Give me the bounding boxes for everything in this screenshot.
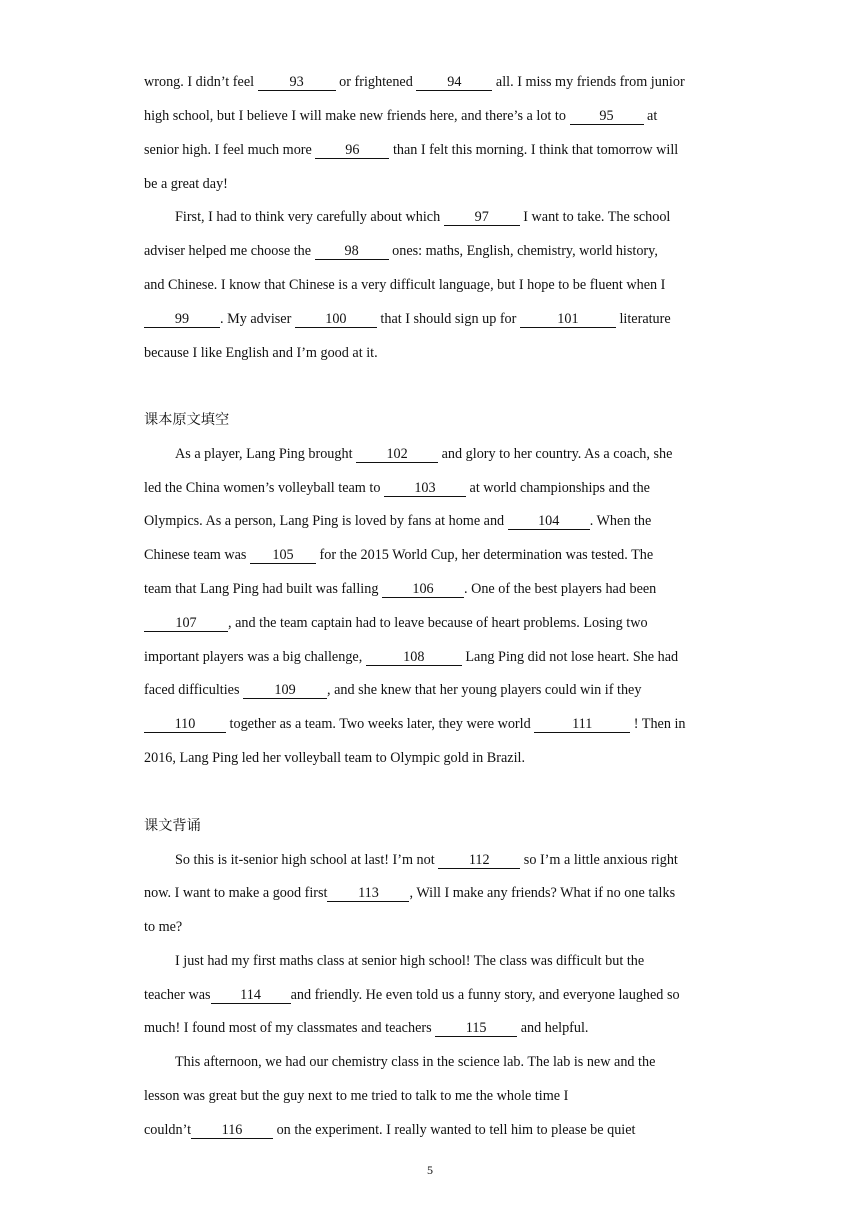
answer-blank[interactable]: 100 — [295, 312, 377, 328]
text-run: First, I had to think very carefully about which — [175, 209, 444, 225]
text-line — [144, 174, 724, 194]
text-run: I want to take. The school — [519, 209, 671, 225]
text-run: couldn’t — [144, 1122, 192, 1138]
text-run: team that Lang Ping had built was falling — [144, 581, 382, 597]
text-run: at — [643, 108, 658, 124]
text-line — [144, 647, 724, 667]
answer-blank[interactable]: 103 — [384, 481, 466, 497]
text-run: to me? — [144, 919, 183, 935]
answer-blank[interactable]: 102 — [356, 447, 438, 463]
text-line — [144, 309, 724, 329]
text-line — [175, 444, 724, 464]
text-line — [175, 850, 724, 870]
text-line — [144, 1120, 724, 1140]
text-run: and glory to her country. As a coach, she — [438, 446, 673, 462]
text-run: lesson was great but the guy next to me tried to talk to me the whole time I — [144, 1088, 569, 1104]
text-line — [144, 106, 724, 126]
text-run: or frightened — [335, 74, 417, 90]
text-run: on the experiment. I really wanted to tell him to please be quiet — [273, 1122, 636, 1138]
text-run: teacher was — [144, 987, 211, 1003]
text-line — [175, 207, 724, 227]
answer-blank[interactable]: 115 — [435, 1021, 517, 1037]
text-line — [144, 680, 724, 700]
text-run: high school, but I believe I will make new friends here, and there’s a lot to — [144, 108, 570, 124]
text-line — [144, 72, 724, 92]
text-run: much! I found most of my classmates and teachers — [144, 1020, 436, 1036]
answer-blank[interactable]: 112 — [438, 853, 520, 869]
text-line — [144, 917, 724, 937]
answer-blank[interactable]: 114 — [211, 988, 291, 1004]
text-run: at world championships and the — [465, 480, 650, 496]
text-run: This afternoon, we had our chemistry class in the science lab. The lab is new and the — [175, 1054, 656, 1070]
text-run: that I should sign up for — [376, 311, 520, 327]
text-line — [144, 343, 724, 363]
text-run: all. I miss my friends from junior — [492, 74, 685, 90]
answer-blank[interactable]: 110 — [144, 717, 226, 733]
text-run: literature — [615, 311, 671, 327]
section-heading: 课文背诵 — [144, 818, 201, 834]
answer-blank[interactable]: 101 — [520, 312, 616, 328]
text-run: , and she knew that her young players could win if they — [327, 682, 642, 698]
text-run: and Chinese. I know that Chinese is a very difficult language, but I hope to be fluent when I — [144, 277, 666, 293]
text-run: faced difficulties — [144, 682, 244, 698]
answer-blank[interactable]: 111 — [534, 717, 630, 733]
answer-blank[interactable]: 96 — [315, 143, 389, 159]
text-run: and helpful. — [517, 1020, 589, 1036]
answer-blank[interactable]: 106 — [382, 582, 464, 598]
text-run: together as a team. Two weeks later, they were world — [226, 716, 535, 732]
text-run: important players was a big challenge, — [144, 649, 366, 665]
answer-blank[interactable]: 98 — [315, 244, 389, 260]
text-line — [144, 1018, 724, 1038]
text-line — [144, 478, 724, 498]
text-run: , Will I make any friends? What if no one talks — [409, 885, 676, 901]
text-line — [144, 140, 724, 160]
text-run: , and the team captain had to leave because of heart problems. Losing two — [228, 615, 648, 631]
text-run: . When the — [589, 513, 652, 529]
answer-blank[interactable]: 113 — [327, 886, 409, 902]
text-line — [144, 883, 724, 903]
text-run: Olympics. As a person, Lang Ping is loved by fans at home and — [144, 513, 508, 529]
text-run: 2016, Lang Ping led her volleyball team to Olympic gold in Brazil. — [144, 750, 526, 766]
text-run: so I’m a little anxious right — [520, 852, 678, 868]
text-line — [144, 579, 724, 599]
text-run: ! Then in — [630, 716, 686, 732]
text-run: senior high. I feel much more — [144, 142, 316, 158]
answer-blank[interactable]: 109 — [243, 683, 327, 699]
text-run: and friendly. He even told us a funny story, and everyone laughed so — [290, 987, 680, 1003]
text-line — [144, 1086, 724, 1106]
answer-blank[interactable]: 94 — [416, 75, 492, 91]
text-run: . One of the best players had been — [464, 581, 657, 597]
text-run: Chinese team was — [144, 547, 250, 563]
text-run: because I like English and I’m good at it. — [144, 345, 378, 361]
text-line — [144, 511, 724, 531]
page-number: 5 — [427, 1163, 433, 1177]
text-line — [144, 748, 724, 768]
answer-blank[interactable]: 116 — [191, 1123, 273, 1139]
answer-blank[interactable]: 104 — [508, 514, 590, 530]
text-line — [175, 951, 724, 971]
text-run: . My adviser — [220, 311, 295, 327]
section-heading: 课本原文填空 — [144, 412, 230, 428]
answer-blank[interactable]: 95 — [570, 109, 644, 125]
answer-blank[interactable]: 108 — [366, 650, 462, 666]
text-run: led the China women’s volleyball team to — [144, 480, 384, 496]
text-line — [175, 1052, 724, 1072]
text-run: As a player, Lang Ping brought — [175, 446, 357, 462]
text-line — [144, 275, 724, 295]
answer-blank[interactable]: 99 — [144, 312, 220, 328]
text-run: now. I want to make a good first — [144, 885, 328, 901]
text-run: adviser helped me choose the — [144, 243, 315, 259]
answer-blank[interactable]: 105 — [250, 548, 316, 564]
answer-blank[interactable]: 107 — [144, 616, 228, 632]
answer-blank[interactable]: 97 — [444, 210, 520, 226]
text-run: So this is it-senior high school at last! I’m not — [175, 852, 439, 868]
text-run: Lang Ping did not lose heart. She had — [461, 649, 679, 665]
text-line — [144, 985, 724, 1005]
text-run: than I felt this morning. I think that tomorrow will — [389, 142, 679, 158]
text-run: wrong. I didn’t feel — [144, 74, 258, 90]
text-run: I just had my first maths class at senior high school! The class was difficult but the — [175, 953, 645, 969]
answer-blank[interactable]: 93 — [258, 75, 336, 91]
text-run: ones: maths, English, chemistry, world history, — [388, 243, 658, 259]
text-line — [144, 613, 724, 633]
text-run: be a great day! — [144, 176, 228, 192]
text-line — [144, 714, 724, 734]
text-line — [144, 545, 724, 565]
text-line — [144, 241, 724, 261]
text-run: for the 2015 World Cup, her determination was tested. The — [315, 547, 654, 563]
